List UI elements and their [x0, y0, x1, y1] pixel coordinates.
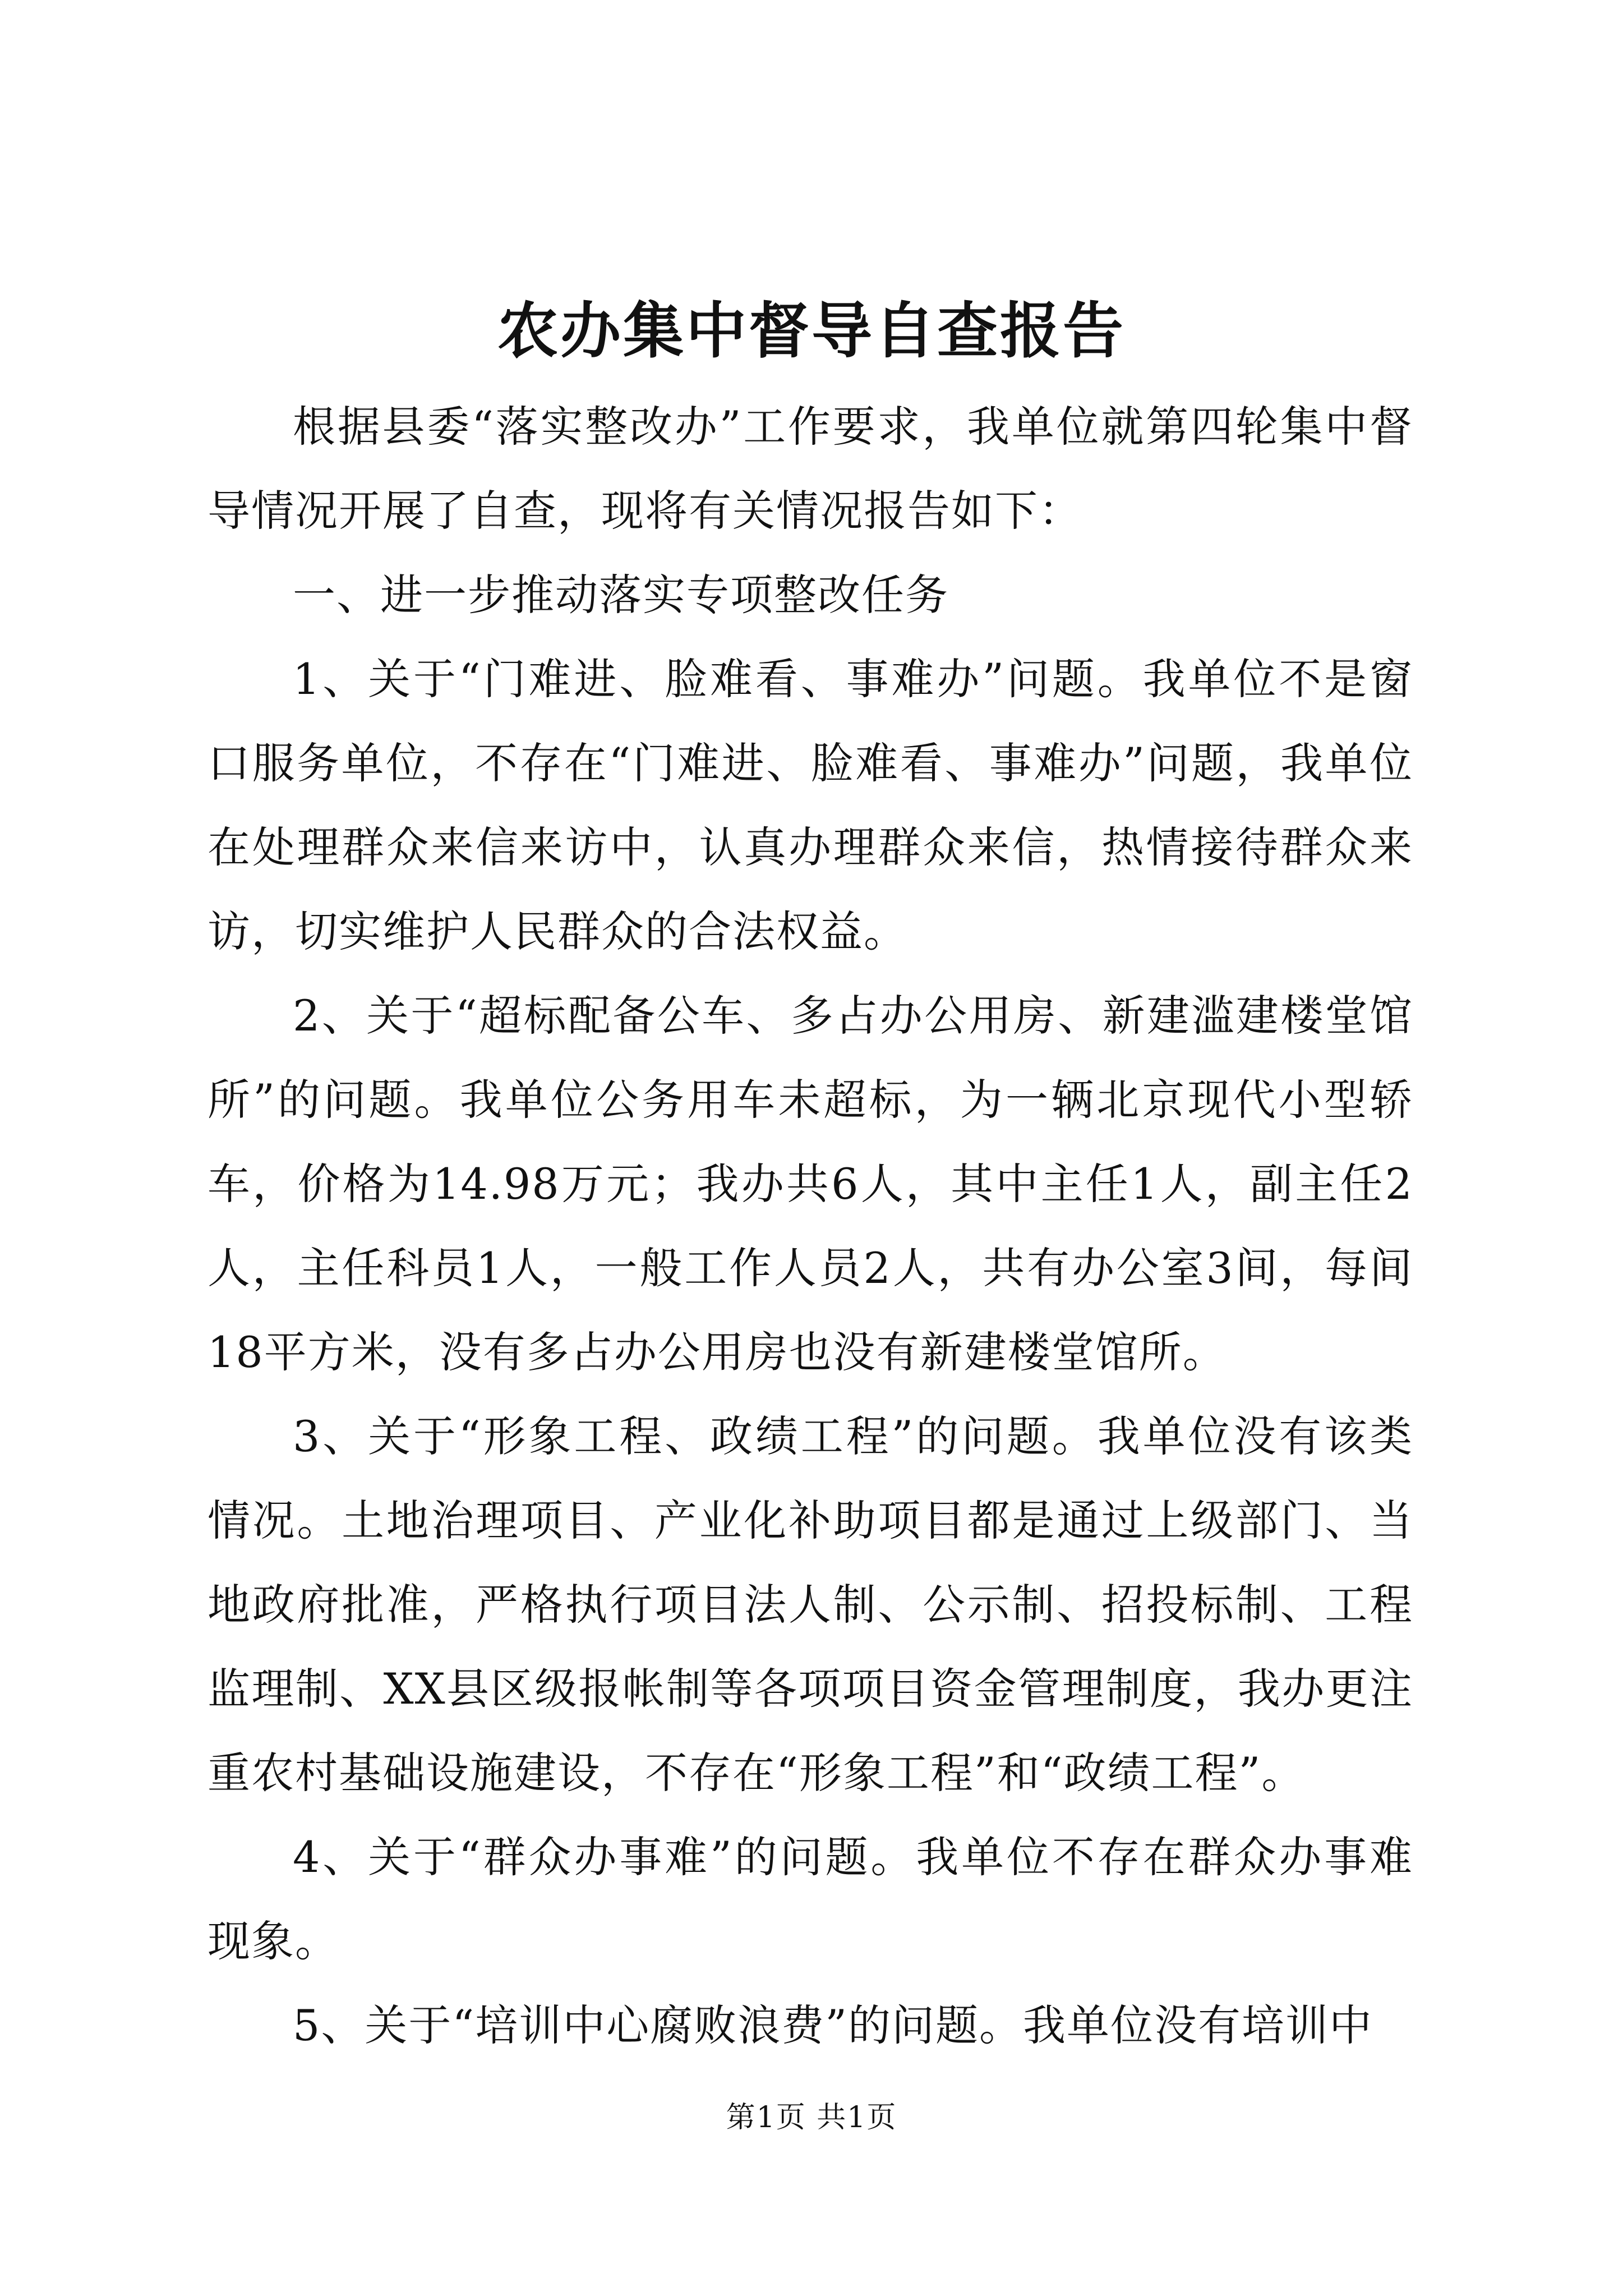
section-heading: 一、进一步推动落实专项整改任务	[293, 570, 949, 620]
intro-paragraph: 根据县委“落实整改办”工作要求，我单位就第四轮集中督导情况开展了自查，现将有关情况报告如下：	[208, 402, 1413, 536]
page-footer: 第1页 共1页	[726, 2101, 897, 2134]
item-5-paragraph: 5、关于“培训中心腐败浪费”的问题。我单位没有培训中	[293, 2000, 1373, 2050]
item-2-paragraph: 2、关于“超标配备公车、多占办公用房、新建滥建楼堂馆所”的问题。我单位公务用车未超标，为一辆北京现代小型轿车，价格为14.98万元；我办共6人，其中主任1人，副主任2人，主任科员1人，一般工作人员2人，共有办公室3间，每间18平方米，没有多占办公用房也没有新建楼堂馆所。	[208, 991, 1413, 1377]
document-body	[208, 385, 1413, 2068]
item-4-paragraph: 4、关于“群众办事难”的问题。我单位不存在群众办事难现象。	[208, 1832, 1413, 1966]
document-title: 农办集中督导自查报告	[497, 296, 1126, 366]
item-1-paragraph: 1、关于“门难进、脸难看、事难办”问题。我单位不是窗口服务单位，不存在“门难进、脸难看、事难办”问题，我单位在处理群众来信来访中，认真办理群众来信，热情接待群众来访，切实维护人民群众的合法权益。	[208, 654, 1413, 956]
item-3-paragraph: 3、关于“形象工程、政绩工程”的问题。我单位没有该类情况。土地治理项目、产业化补助项目都是通过上级部门、当地政府批准，严格执行项目法人制、公示制、招投标制、工程监理制、XX县区级报帐制等各项项目资金管理制度，我办更注重农村基础设施建设，不存在“形象工程”和“政绩工程”。	[208, 1411, 1413, 1798]
